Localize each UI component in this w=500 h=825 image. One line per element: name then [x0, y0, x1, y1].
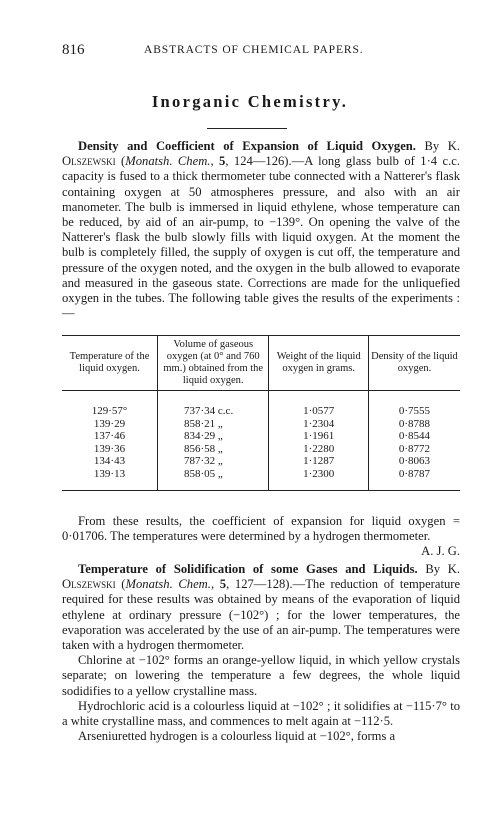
article1-intro: Density and Coefficient of Expansion of Liquid Oxygen. By K. Olszewski (Monatsh. Chem., 5, 124—126).—A long glass bulb of 1·4 c.c. capacity is fused to a thick thermometer tube connected with a Natterer's flask containing oxygen at 50 atmospheres pressure, and also with an air manometer. The bulb is immersed in liquid ethylene, whose temperature can be reduced, by aid of an air-pump, to −139°. On opening the valve of the Natterer's flask the bulb slowly fills with liquid oxygen. At the moment the bulb is completely filled, the supply of oxygen is cut off, the temperature and pressure of the oxygen noted, and the oxygen in the bulb allowed to evaporate and measured in the gaseous state. Corrections are made for the unliquefied oxygen in the tubes. The following table gives the results of the experiments :—	[62, 139, 461, 321]
table-cell: 834·29 „	[158, 430, 269, 443]
article2-body: The reduction of temperature required for these results was obtained by means of the evaporation of liquid ethylene at ordinary pressure (−102°) ; for the lower temperatures, the evaporation was accelerated by the use of an air-pump. The temperatures were taken with a hydrogen thermometer.	[62, 577, 461, 653]
article1-by: By	[424, 139, 440, 153]
table-cell: 137·46	[93, 430, 126, 442]
table-cell: 1·2300	[269, 468, 369, 491]
article2-pages: , 127—128).—	[226, 577, 306, 592]
table-cell: 0·8772	[368, 443, 460, 456]
table-row	[62, 430, 460, 443]
table-header: Volume of gaseous oxygen (at 0° and 760 mm.) obtained from the liquid oxygen.	[158, 336, 269, 391]
table-row	[62, 468, 460, 491]
table-cell: 139·29	[93, 417, 126, 430]
paragraph: Chlorine at −102° forms an orange-yellow liquid, in which yellow crystals separate; on lowering the temperature a few degrees, the whole liquid sodidifies to a yellow crystalline mass.	[62, 653, 460, 698]
table-header: Density of the liquid oxygen.	[368, 336, 460, 391]
section-divider	[207, 128, 287, 129]
results-table	[62, 335, 460, 491]
table-cell: 0·7555	[368, 391, 460, 418]
article2: Temperature of Solidification of some Gases and Liquids. By K. Olszewski (Monatsh. Chem., 5, 127—128).—The reduction of temperature required for these results was obtained by means of the evaporation of liquid ethylene at ordinary pressure (−102°) ; for the lower temperatures, the evaporation was accelerated by the use of an air-pump. The temperatures were taken with a hydrogen thermometer. Chlorine at −102° forms an orange-yellow liquid, in which yellow crystals separate; on lowering the temperature a few degrees, the whole liquid sodidifies to a yellow crystalline mass. Hydrochloric acid is a colourless liquid at −102° ; it solidifies at −115·7° to a white crystalline mass, and commences to melt again at −112·5. Arseniuretted hydrogen is a colourless liquid at −102°, forms a	[62, 562, 461, 744]
table-cell: 858·05 „	[158, 468, 269, 491]
paragraph: Arseniuretted hydrogen is a colourless liquid at −102°, forms a	[78, 729, 396, 744]
signature: A. J. G.	[421, 544, 460, 559]
table-cell: 737·34 c.c.	[158, 391, 269, 418]
running-title: ABSTRACTS OF CHEMICAL PAPERS.	[144, 44, 364, 56]
table-cell: 0·8063	[368, 455, 460, 468]
table-row	[62, 391, 460, 418]
table-cell: 0·8544	[368, 430, 460, 443]
article1-title: Density and Coefficient of Expansion of Liquid Oxygen.	[78, 139, 416, 153]
article1-journal: Monatsh. Chem.	[125, 154, 211, 169]
paragraph: Hydrochloric acid is a colourless liquid at −102° ; it solidifies at −115·7° to a white crystalline mass, and commences to melt again at −112·5.	[62, 698, 460, 729]
table-cell: 1·1287	[269, 455, 369, 468]
table-header: Temperature of the liquid oxygen.	[62, 336, 158, 391]
table-cell: 858·21 „	[158, 418, 269, 431]
article2-title: Temperature of Solidification of some Gases and Liquids.	[78, 562, 418, 576]
table-cell: 856·58 „	[158, 443, 269, 456]
table-row	[62, 455, 460, 468]
table-row	[62, 418, 460, 431]
article1-pages: , 124—126).—	[225, 154, 305, 169]
table-cell: 0·8788	[368, 418, 460, 431]
table-cell: 1·1961	[269, 430, 369, 443]
article2-author: K. Olszewski	[62, 562, 460, 592]
table-cell: 787·32 „	[158, 455, 269, 468]
table-cell: 129·57°	[91, 405, 128, 417]
table-cell: 1·2304	[269, 418, 369, 431]
section-title: Inorganic Chemistry.	[151, 92, 349, 111]
article2-volume: 5	[219, 577, 227, 592]
conclusion-text: From these results, the coefficient of expansion for liquid oxygen = 0·01706. The temperatures were determined by a hydrogen thermometer.	[62, 514, 460, 544]
table-cell: 1·0577	[269, 391, 369, 418]
table-cell: 139·13	[62, 468, 158, 491]
article1-volume: 5	[219, 154, 226, 169]
article1-author: K. Olszewski	[62, 139, 460, 169]
table-cell: 134·43	[93, 455, 126, 467]
table-cell: 0·8787	[368, 468, 460, 491]
table-row	[62, 443, 460, 456]
table-header: Weight of the liquid oxygen in grams.	[269, 336, 369, 391]
page-number: 816	[62, 42, 85, 58]
article1-conclusion	[62, 514, 460, 560]
article2-journal: Monatsh. Chem.	[125, 577, 211, 592]
table-cell: 139·36	[93, 442, 126, 455]
article1-body: A long glass bulb of 1·4 c.c. capacity is fused to a thick thermometer tube connected with a Natterer's flask containing oxygen at 50 atmospheres pressure, and also with an air manometer. The bulb is immersed in liquid ethylene, whose temperature can be reduced, by aid of an air-pump, to −139°. On opening the valve of the Natterer's flask the bulb slowly fills with liquid oxygen. At the moment the bulb is completely filled, the supply of oxygen is cut off, the temperature and pressure of the oxygen noted, and the oxygen in the bulb allowed to evaporate and measured in the gaseous state. Corrections are made for the unliquefied oxygen in the tubes. The following table gives the results of the experiments :—	[62, 154, 461, 321]
table-cell: 1·2280	[269, 443, 369, 456]
article2-by: By	[425, 562, 441, 576]
page-header	[62, 42, 460, 62]
